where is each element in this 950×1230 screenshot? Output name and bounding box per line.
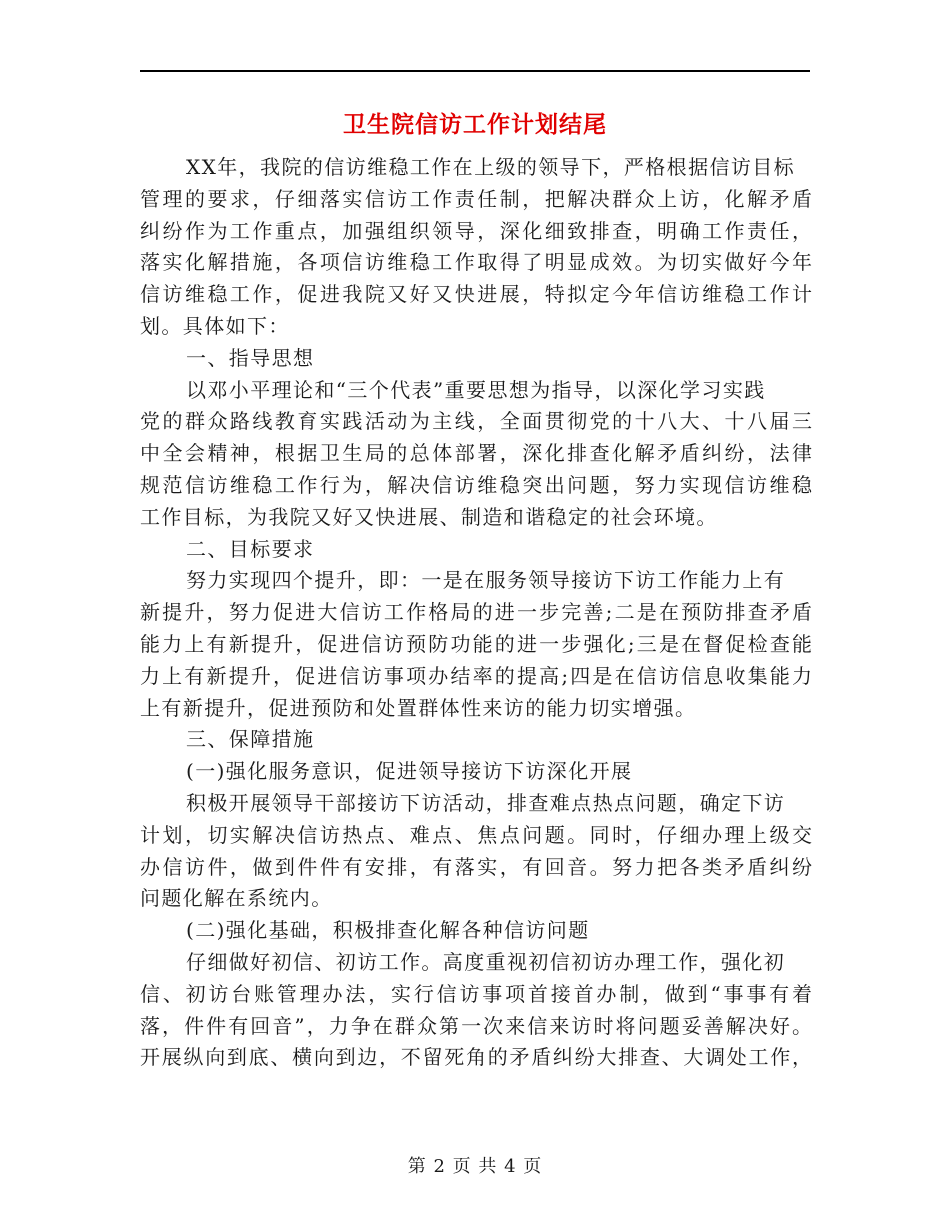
paragraph-line: XX年，我院的信访维稳工作在上级的领导下，严格根据信访目标 <box>186 155 796 179</box>
paragraph-line: 纠纷作为工作重点，加强组织领导，深化细致排查，明确工作责任， <box>140 218 812 243</box>
paragraph-line: 规范信访维稳工作行为，解决信访维稳突出问题，努力实现信访维稳 <box>140 472 812 497</box>
paragraph-line: 力上有新提升，促进信访事项办结率的提高;四是在信访信息收集能力 <box>140 663 812 688</box>
document-title: 卫生院信访工作计划结尾 <box>343 112 607 138</box>
paragraph-line: 办信访件，做到件件有安排，有落实，有回音。努力把各类矛盾纠纷 <box>140 854 812 879</box>
paragraph-line: 落，件件有回音”，力争在群众第一次来信来访时将问题妥善解决好。 <box>140 1013 812 1038</box>
paragraph-line: 党的群众路线教育实践活动为主线，全面贯彻党的十八大、十八届三 <box>140 409 812 434</box>
paragraph-line: 计划，切实解决信访热点、难点、焦点问题。同时，仔细办理上级交 <box>140 822 812 847</box>
document-body <box>140 152 812 1074</box>
paragraph-line: 划。具体如下： <box>140 313 290 338</box>
section-heading: 二、目标要求 <box>186 536 315 561</box>
page-number: 第 2 页 共 4 页 <box>407 1156 543 1177</box>
paragraph-line: 中全会精神，根据卫生局的总体部署，深化排查化解矛盾纠纷，法律 <box>140 441 812 466</box>
paragraph-line: 问题化解在系统内。 <box>140 886 333 911</box>
paragraph-line: 仔细做好初信、初访工作。高度重视初信初访办理工作，强化初 <box>186 949 786 974</box>
section-heading: 三、保障措施 <box>186 727 315 752</box>
paragraph-line: 努力实现四个提升，即：一是在服务领导接访下访工作能力上有 <box>186 568 786 593</box>
paragraph-line: 信访维稳工作，促进我院又好又快进展，特拟定今年信访维稳工作计 <box>140 282 812 307</box>
paragraph-line: 开展纵向到底、横向到边，不留死角的矛盾纠纷大排查、大调处工作， <box>140 1045 812 1070</box>
header-rule <box>140 70 810 72</box>
paragraph-line: 新提升，努力促进大信访工作格局的进一步完善;二是在预防排查矛盾 <box>140 600 812 625</box>
paragraph-line: 工作目标，为我院又好又快进展、制造和谐稳定的社会环境。 <box>140 504 718 529</box>
paragraph-line: 积极开展领导干部接访下访活动，排查难点热点问题，确定下访 <box>186 790 786 815</box>
paragraph-line: 能力上有新提升，促进信访预防功能的进一步强化;三是在督促检查能 <box>140 631 812 656</box>
paragraph-line: 管理的要求，仔细落实信访工作责任制，把解决群众上访，化解矛盾 <box>140 186 812 211</box>
subsection-heading: (一)强化服务意识，促进领导接访下访深化开展 <box>186 759 633 784</box>
paragraph-line: 以邓小平理论和“三个代表”重要思想为指导，以深化学习实践 <box>186 377 766 402</box>
paragraph-line: 上有新提升，促进预防和处置群体性来访的能力切实增强。 <box>140 695 697 720</box>
paragraph-line: 落实化解措施，各项信访维稳工作取得了明显成效。为切实做好今年 <box>140 250 812 275</box>
subsection-heading: (二)强化基础，积极排查化解各种信访问题 <box>186 918 590 943</box>
paragraph-line: 信、初访台账管理办法，实行信访事项首接首办制，做到“事事有着 <box>140 981 812 1006</box>
section-heading: 一、指导思想 <box>186 345 315 370</box>
